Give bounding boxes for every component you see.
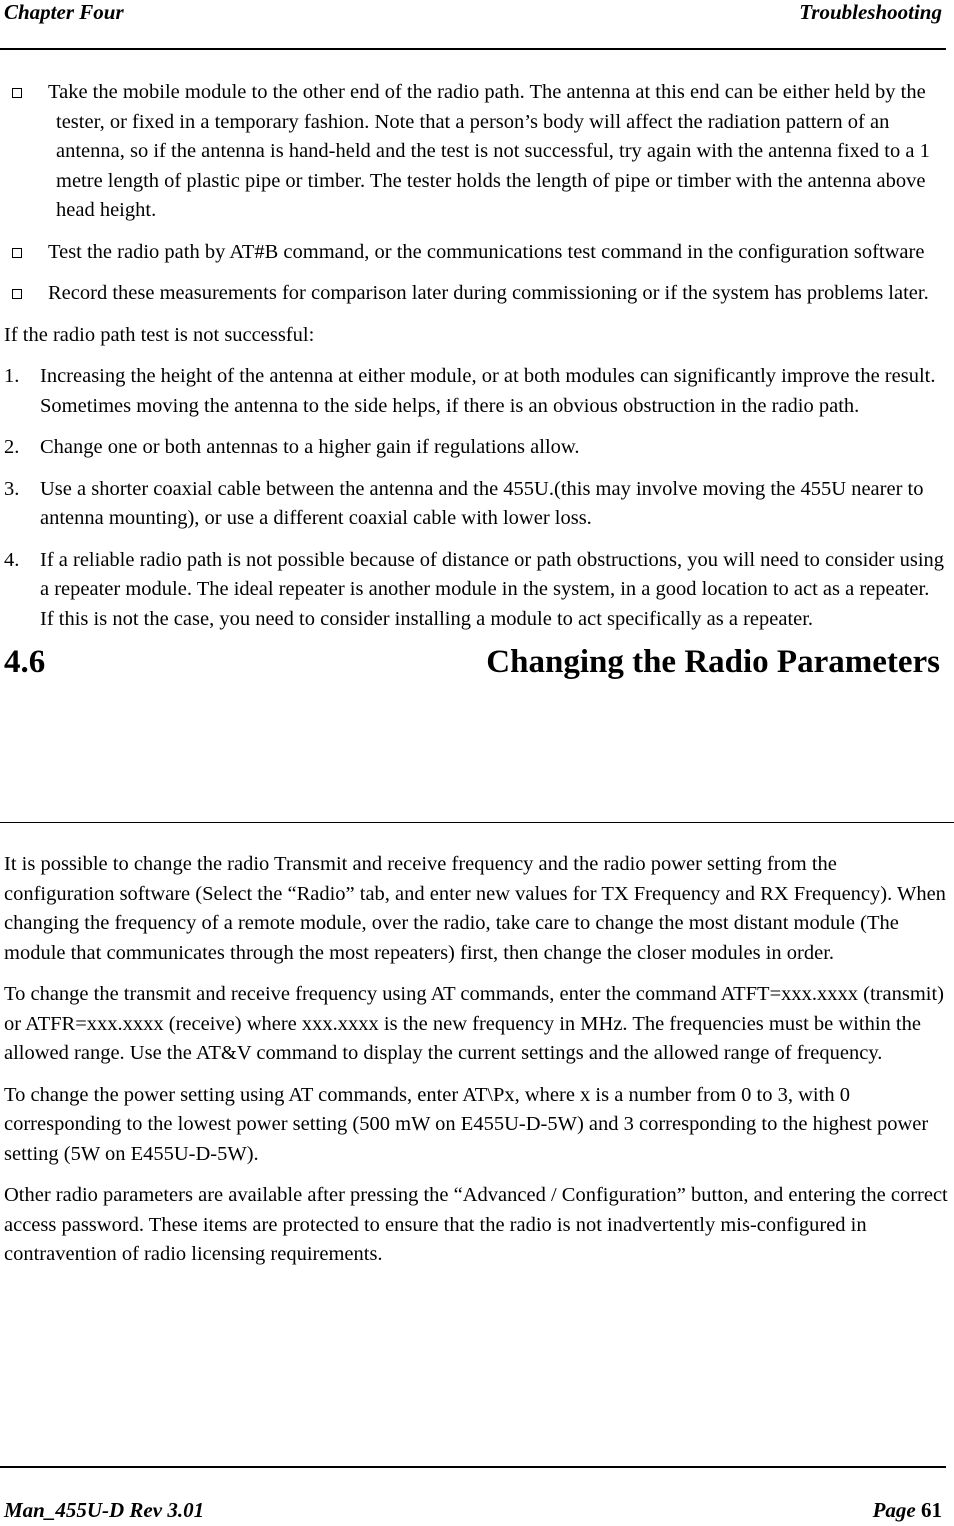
- section-rule: [0, 822, 954, 823]
- document-id: Man_455U-D Rev 3.01: [4, 1498, 205, 1522]
- section-title: Changing the Radio Parameters: [486, 644, 940, 680]
- header-rule: [0, 48, 946, 50]
- paragraph: It is possible to change the radio Transmit and receive frequency and the radio power setting from the configuration software (Select the “Radio” tab, and enter new values for TX Frequency and RX Frequency). When changing the frequency of a remote module, over the radio, take care to change the most distant module (The module that communicates through the most repeaters) first, then change the closer modules in order.: [4, 853, 946, 964]
- checkbox-bullet-icon: [12, 88, 22, 98]
- page-label: Page: [872, 1498, 916, 1522]
- page-header: [4, 0, 942, 34]
- intro-text: If the radio path test is not successful:: [4, 323, 315, 346]
- bullet-text: Test the radio path by AT#B command, or the communications test command in the configuration software: [48, 240, 925, 263]
- numbered-item: [4, 433, 948, 463]
- bullet-item: [4, 78, 948, 226]
- section-body: [4, 850, 952, 1282]
- paragraph: To change the transmit and receive frequency using AT commands, enter the command ATFT=xxx.xxxx (transmit) or ATFR=xxx.xxxx (receive) where xxx.xxxx is the new frequency in MHz. The frequencies must be within the allowed range. Use the AT&V command to display the current settings and the allowed range of frequency.: [4, 983, 944, 1064]
- bullet-text: Record these measurements for comparison later during commissioning or if the system has problems later.: [48, 282, 929, 304]
- chapter-label: Chapter Four: [4, 0, 124, 24]
- numbered-item: [4, 362, 948, 421]
- section-heading: [4, 646, 948, 692]
- item-number: 3.: [4, 477, 20, 500]
- numbered-item: [4, 546, 948, 635]
- item-text: Change one or both antennas to a higher gain if regulations allow.: [40, 436, 580, 458]
- main-content: [4, 78, 948, 692]
- page-number: 61: [921, 1498, 942, 1522]
- item-text: Increasing the height of the antenna at either module, or at both modules can significantly improve the result. Sometimes moving the antenna to the side helps, if there is an obvious obstruction in the radio path.: [40, 365, 936, 417]
- item-number: 1.: [4, 365, 20, 387]
- section-label: Troubleshooting: [799, 0, 942, 24]
- numbered-item: [4, 475, 948, 534]
- bullet-item: [4, 279, 948, 309]
- bullet-item: [4, 238, 948, 268]
- footer-rule: [0, 1466, 946, 1468]
- checkbox-bullet-icon: [12, 289, 22, 299]
- paragraph: To change the power setting using AT commands, enter AT\Px, where x is a number from 0 to 3, with 0 corresponding to the lowest power setting (500 mW on E455U-D-5W) and 3 corresponding to the highest power setting (5W on E455U-D-5W).: [4, 1083, 929, 1165]
- item-number: 2.: [4, 436, 20, 458]
- paragraph: Other radio parameters are available after pressing the “Advanced / Configuration” button, and entering the correct access password. These items are protected to ensure that the radio is not inadvertently mis-configured in contravention of radio licensing requirements.: [4, 1184, 948, 1265]
- checkbox-bullet-icon: [12, 248, 22, 258]
- item-text: Use a shorter coaxial cable between the antenna and the 455U.(this may involve moving the 455U nearer to antenna mounting), or use a different coaxial cable with lower loss.: [40, 477, 924, 529]
- page-indicator: [873, 1498, 942, 1523]
- item-text: If a reliable radio path is not possible because of distance or path obstructions, you will need to consider using a repeater module. The ideal repeater is another module in the system, in a good location to act as a repeater. If this is not the case, you need to consider installing a module to act specifically as a repeater.: [40, 548, 945, 630]
- bullet-text: Take the mobile module to the other end of the radio path. The antenna at this end can be either held by the tester, or fixed in a temporary fashion. Note that a person’s body will affect the radiation pattern of an antenna, so if the antenna is hand-held and the test is not successful, try again with the antenna fixed to a 1 metre length of plastic pipe or timber. The tester holds the length of pipe or timber with the antenna above head height.: [48, 81, 930, 221]
- section-number: 4.6: [4, 644, 46, 680]
- item-number: 4.: [4, 548, 20, 571]
